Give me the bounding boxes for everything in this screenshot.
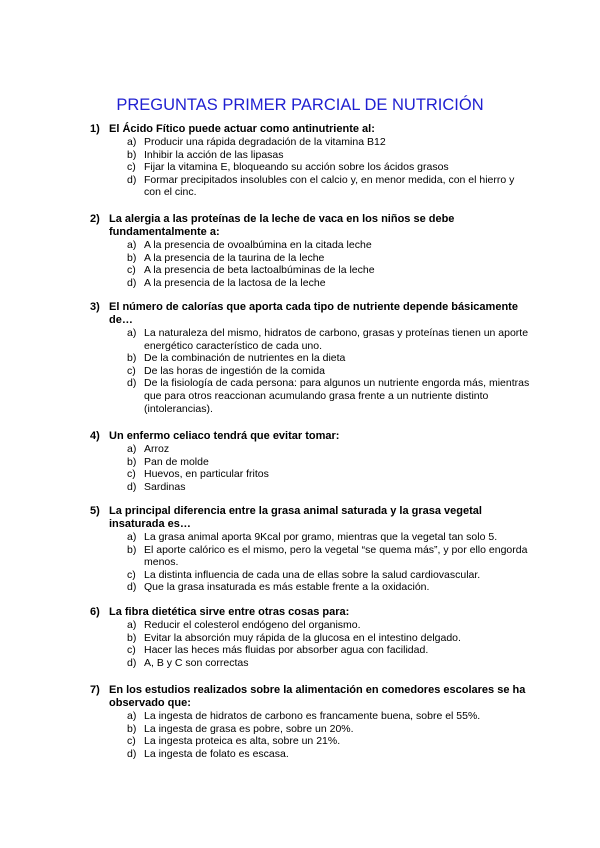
question-text — [90, 606, 530, 619]
option-text: A la presencia de la taurina de la leche — [144, 251, 325, 264]
option-letter: d) — [127, 747, 137, 760]
option-letter: c) — [127, 568, 136, 581]
question-stem: La alergia a las proteínas de la leche de vaca en los niños se debe fundamentalmente a: — [109, 213, 455, 238]
option-text: A la presencia de la lactosa de la leche — [144, 276, 326, 289]
option-letter: b) — [127, 455, 137, 468]
answer-option — [90, 149, 530, 162]
question-number: 1) — [90, 123, 100, 135]
option-letter: b) — [127, 722, 137, 735]
question-text — [90, 505, 530, 531]
option-letter: d) — [127, 480, 137, 493]
question-2 — [90, 213, 530, 289]
question-stem: Un enfermo celiaco tendrá que evitar tomar: — [109, 430, 340, 442]
option-letter: d) — [127, 377, 137, 390]
option-letter: d) — [127, 173, 137, 186]
option-letter: c) — [127, 161, 136, 174]
option-text: Hacer las heces más fluidas por absorber agua con facilidad. — [144, 644, 429, 657]
option-letter: c) — [127, 735, 136, 748]
answer-option — [90, 581, 530, 594]
option-letter: c) — [127, 468, 136, 481]
question-stem: El número de calorías que aporta cada tipo de nutriente depende básicamente de… — [109, 301, 518, 326]
answer-option — [90, 657, 530, 670]
option-text: Arroz — [144, 443, 170, 455]
option-text: Inhibir la acción de las lipasas — [144, 148, 284, 161]
answer-option — [90, 735, 530, 748]
option-letter: c) — [127, 364, 136, 377]
answer-option — [90, 644, 530, 657]
answer-options — [90, 710, 530, 760]
option-text: De las horas de ingestión de la comida — [144, 364, 325, 377]
question-6 — [90, 606, 530, 669]
option-text: Sardinas — [144, 480, 186, 493]
option-text: Fijar la vitamina E, bloqueando su acción sobre los ácidos grasos — [144, 161, 449, 174]
option-letter: d) — [127, 656, 137, 669]
answer-option — [90, 569, 530, 582]
question-stem: En los estudios realizados sobre la alimentación en comedores escolares se ha observado que: — [109, 684, 526, 709]
answer-option — [90, 619, 530, 632]
answer-option — [90, 264, 530, 277]
option-letter: a) — [127, 327, 137, 339]
option-letter: a) — [127, 443, 137, 455]
answer-option — [90, 365, 530, 378]
question-stem: La principal diferencia entre la grasa animal saturada y la grasa vegetal insaturada es… — [109, 505, 482, 530]
option-text: La ingesta de hidratos de carbono es francamente buena, sobre el 55%. — [144, 710, 481, 722]
option-text: A la presencia de ovoalbúmina en la citada leche — [144, 239, 372, 251]
question-number: 4) — [90, 430, 100, 442]
question-number: 6) — [90, 606, 100, 618]
option-text: Producir una rápida degradación de la vitamina B12 — [144, 136, 386, 148]
option-letter: a) — [127, 619, 137, 631]
option-letter: c) — [127, 644, 136, 657]
answer-option — [90, 161, 530, 174]
answer-option — [90, 632, 530, 645]
answer-option — [90, 252, 530, 265]
answer-option — [90, 327, 530, 352]
option-text: A, B y C son correctas — [144, 656, 249, 669]
answer-option — [90, 710, 530, 723]
option-text: La grasa animal aporta 9Kcal por gramo, mientras que la vegetal tan solo 5. — [144, 531, 498, 543]
question-number: 5) — [90, 505, 100, 517]
question-number: 2) — [90, 213, 100, 225]
answer-option — [90, 748, 530, 761]
question-5 — [90, 505, 530, 594]
question-1 — [90, 123, 530, 199]
option-letter: d) — [127, 581, 137, 594]
option-letter: b) — [127, 148, 137, 161]
answer-options — [90, 443, 530, 493]
option-letter: a) — [127, 239, 137, 251]
question-number: 7) — [90, 684, 100, 696]
question-3 — [90, 301, 530, 415]
question-text — [90, 213, 530, 239]
option-text: Formar precipitados insolubles con el calcio y, en menor medida, con el hierro y con el cinc. — [144, 173, 515, 199]
answer-options — [90, 136, 530, 199]
option-text: Evitar la absorción muy rápida de la glucosa en el intestino delgado. — [144, 631, 461, 644]
option-letter: a) — [127, 136, 137, 148]
option-text: La ingesta de folato es escasa. — [144, 747, 289, 760]
option-text: La ingesta de grasa es pobre, sobre un 20%. — [144, 722, 354, 735]
answer-option — [90, 531, 530, 544]
answer-option — [90, 481, 530, 494]
question-7 — [90, 684, 530, 760]
option-letter: d) — [127, 276, 137, 289]
question-text — [90, 684, 530, 710]
answer-option — [90, 723, 530, 736]
option-text: La distinta influencia de cada una de ellas sobre la salud cardiovascular. — [144, 568, 481, 581]
answer-option — [90, 136, 530, 149]
answer-option — [90, 377, 530, 415]
option-text: Pan de molde — [144, 455, 209, 468]
answer-option — [90, 456, 530, 469]
option-text: Huevos, en particular fritos — [144, 468, 269, 481]
answer-options — [90, 327, 530, 415]
option-text: La naturaleza del mismo, hidratos de carbono, grasas y proteínas tienen un aporte energético característico de cada uno. — [144, 327, 529, 352]
question-text — [90, 430, 530, 443]
option-text: De la fisiología de cada persona: para algunos un nutriente engorda más, mientras que para otros reaccionan acumulando grasa frente a un nutriente distinto (intolerancias). — [144, 377, 530, 415]
answer-option — [90, 443, 530, 456]
answer-option — [90, 239, 530, 252]
question-stem: El Ácido Fítico puede actuar como antinutriente al: — [109, 123, 375, 135]
answer-option — [90, 277, 530, 290]
question-stem: La fibra dietética sirve entre otras cosas para: — [109, 606, 350, 618]
page-title: PREGUNTAS PRIMER PARCIAL DE NUTRICIÓN — [116, 96, 484, 114]
option-text: El aporte calórico es el mismo, pero la vegetal “se quema más”, y por ello engorda menos. — [144, 543, 528, 569]
answer-options — [90, 619, 530, 669]
option-letter: b) — [127, 631, 137, 644]
option-text: De la combinación de nutrientes en la dieta — [144, 352, 346, 365]
option-letter: b) — [127, 543, 137, 556]
option-text: La ingesta proteica es alta, sobre un 21%. — [144, 735, 341, 748]
answer-option — [90, 468, 530, 481]
question-text — [90, 123, 530, 136]
option-text: Reducir el colesterol endógeno del organismo. — [144, 619, 361, 631]
option-letter: c) — [127, 264, 136, 277]
question-number: 3) — [90, 301, 100, 313]
option-letter: b) — [127, 251, 137, 264]
answer-options — [90, 239, 530, 289]
answer-options — [90, 531, 530, 594]
answer-option — [90, 352, 530, 365]
answer-option — [90, 544, 530, 569]
option-text: A la presencia de beta lactoalbúminas de la leche — [144, 264, 375, 277]
question-4 — [90, 430, 530, 493]
question-text — [90, 301, 530, 327]
option-letter: b) — [127, 352, 137, 365]
option-text: Que la grasa insaturada es más estable frente a la oxidación. — [144, 581, 430, 594]
option-letter: a) — [127, 531, 137, 543]
option-letter: a) — [127, 710, 137, 722]
answer-option — [90, 174, 530, 199]
